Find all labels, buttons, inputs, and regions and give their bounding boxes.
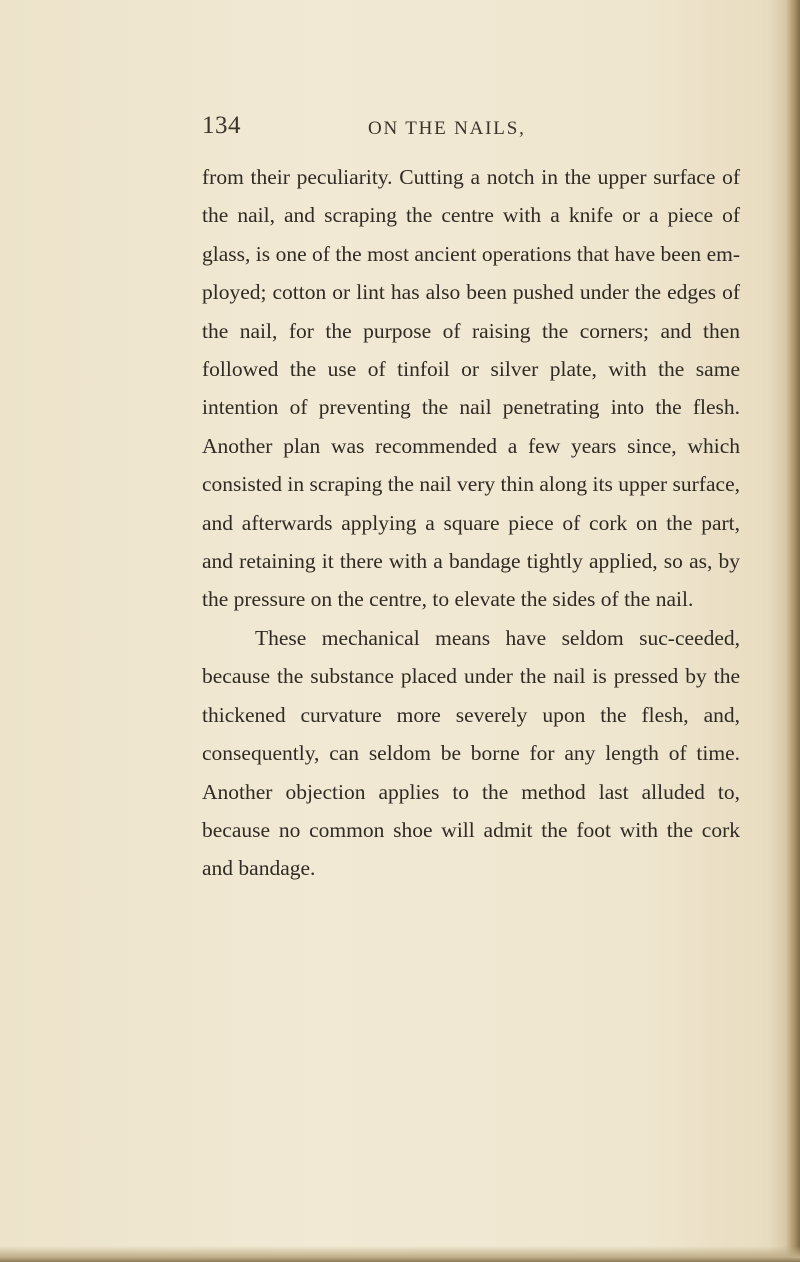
paragraph: from their peculiarity. Cutting a notch in the upper surface of the nail, and scraping the centre with a knife or a piece of glass, is one of the most ancient operations that have been em-ployed; cotton or lint has also been pushed under the edges of the nail, for the purpose of raising the corners; and then followed the use of tinfoil or silver plate, with the same intention of preventing the nail penetrating into the flesh. Another plan was recommended a few years since, which consisted in scraping the nail very thin along its upper surface, and afterwards applying a square piece of cork on the part, and retaining it there with a bandage tightly applied, so as, by the pressure on the centre, to elevate the sides of the nail. xyxy=(202,165,740,612)
body-text xyxy=(202,158,740,888)
running-head: ON THE NAILS, xyxy=(368,118,526,139)
paragraph: These mechanical means have seldom suc-ceeded, because the substance placed under the nail is pressed by the thickened curvature more severely upon the flesh, and, consequently, can seldom be borne for any length of time. Another objection applies to the method last alluded to, because no common shoe will admit the foot with the cork and bandage. xyxy=(202,625,740,881)
page-number: 134 xyxy=(202,112,241,139)
page-edge-shadow xyxy=(786,0,800,1262)
page-bottom-shadow xyxy=(0,1246,800,1262)
